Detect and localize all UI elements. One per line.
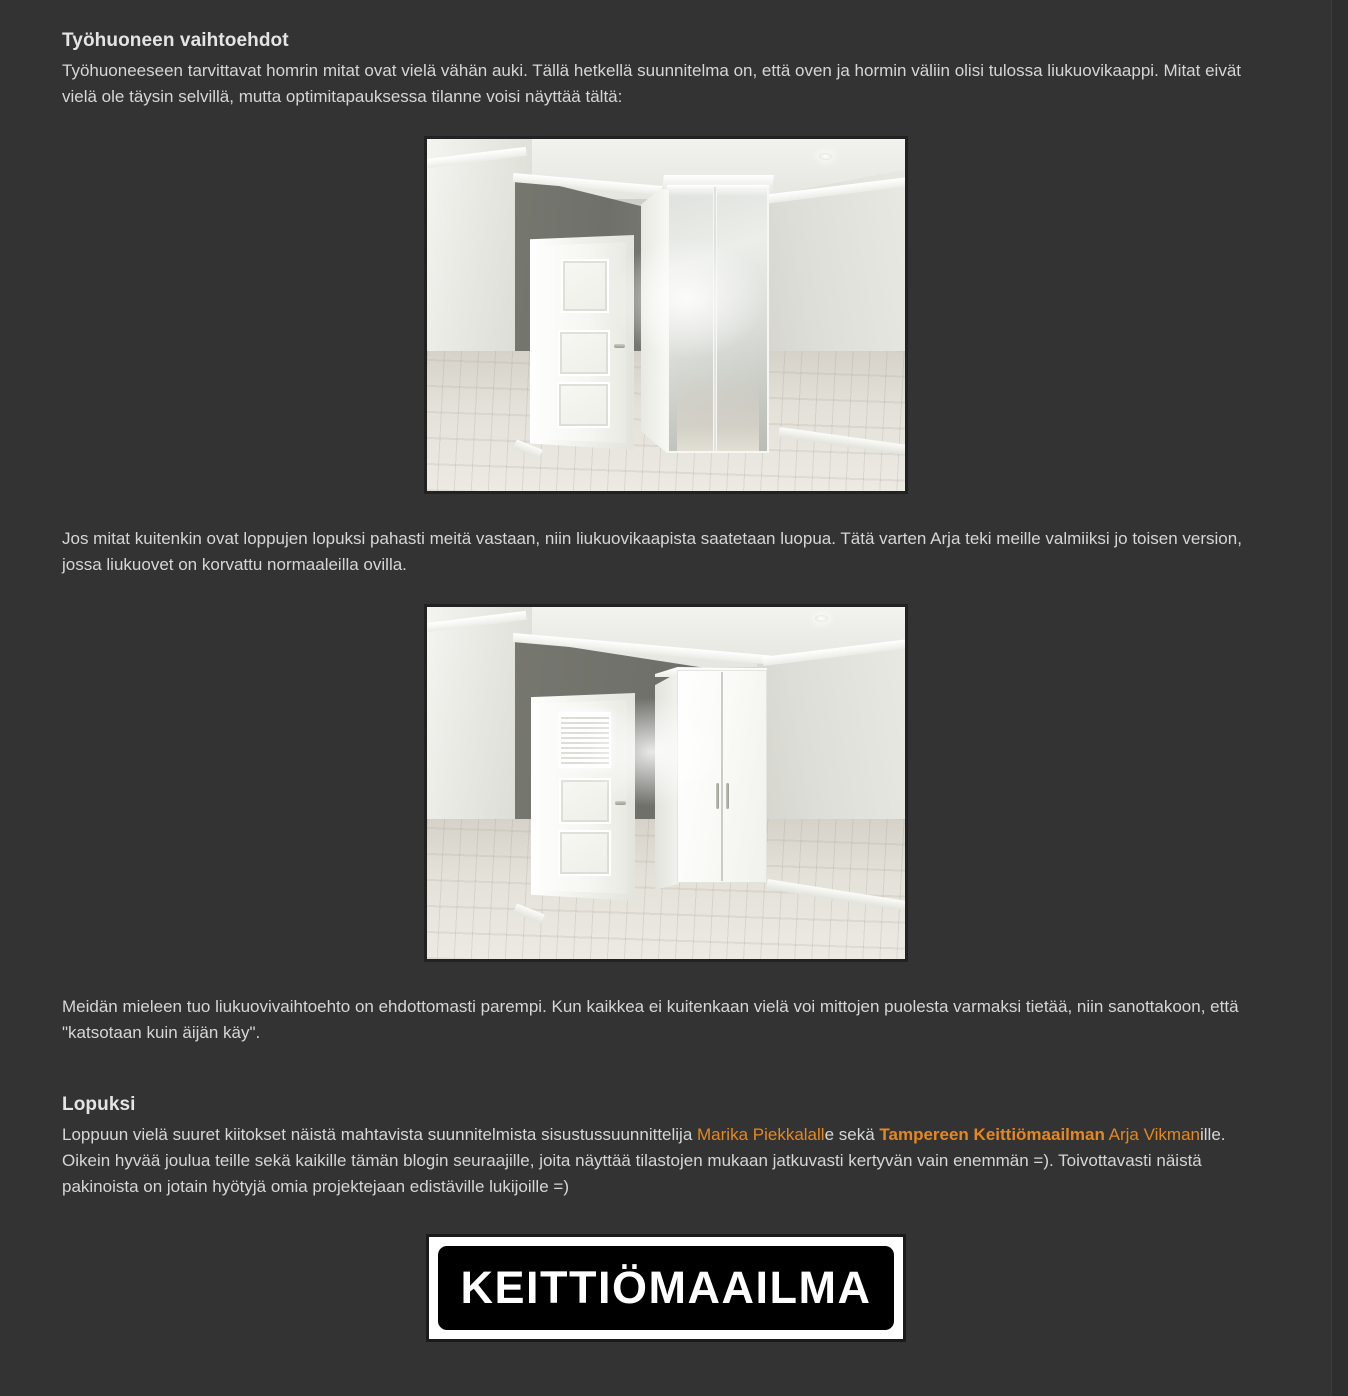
door-panel-middle [559,778,611,824]
logo-banner-wrap [62,1234,1270,1342]
link-tampereen-keittiomaailman[interactable]: Tampereen Keittiömaailman [879,1125,1105,1144]
logo-wordmark: KEITTIÖMAAILMA [460,1262,872,1313]
door-handle [615,801,626,805]
clipped-previous-line [62,0,1232,4]
wardrobe-handle-right [726,783,729,809]
paragraph-workroom-middle: Jos mitat kuitenkin ovat loppujen lopuksi pahasti meitä vastaan, niin liukuovikaapista saatetaan luopua. Tätä varten Arja teki meille valmiiksi jo toisen version, jossa liukuovet on korvattu normaaleilla ovilla. [62,529,1242,574]
door-panel-middle [558,330,610,376]
door-panel-bottom [557,382,610,428]
thanks-text-part4: ille. Oikein hyvää joulua teille sekä kaikille tämän blogin seuraajille, joita näyttää tilastojen mukaan jatkuvasti kertyvän vain enemmän =). Toivottavasti näistä pakinoista on jotain hyötyjä omia projektejaan edistäville lukijoille =) [62,1125,1226,1196]
paragraph-final-thanks [62,1122,1270,1200]
room-render-hinged-door-wardrobe[interactable] [427,607,905,959]
figure-hinged-door-render [62,604,1270,964]
image-frame[interactable] [424,136,908,494]
entrance-door [539,700,627,894]
wardrobe-side-panel [641,183,667,453]
ceiling-spotlight [819,153,832,160]
thanks-text-part1: Loppuun vielä suuret kiitokset näistä mahtavista suunnitelmista sisustussuunnittelija [62,1125,698,1144]
wardrobe-mirror-doors [667,185,769,453]
vertical-scrollbar-gutter[interactable] [1331,0,1348,1396]
wardrobe-handle-left [716,783,719,809]
door-glazed-panel [559,712,611,768]
wardrobe-door-divider [721,672,723,881]
wardrobe-side-panel [655,672,679,890]
door-panel-top [561,259,609,313]
sliding-door-wardrobe [663,175,773,453]
link-marika-piekkala[interactable]: Marika Piekkalall [697,1125,825,1144]
paragraph-workroom-intro: Työhuoneeseen tarvittavat homrin mitat ovat vielä vähän auki. Tällä hetkellä suunnitelma on, että oven ja hormin väliin olisi tulossa liukuovikaappi. Mitat eivät vielä ole täysin selvillä, mutta optimitapauksessa tilanne voisi näyttää tältä: [62,61,1241,106]
wardrobe-top-light-strip [667,185,769,190]
thanks-text-part2: e sekä [824,1125,880,1144]
section-heading-final: Lopuksi [62,1094,136,1115]
room-render-sliding-door-wardrobe[interactable] [427,139,905,491]
wardrobe-door-divider [713,187,717,451]
hinged-door-wardrobe [655,670,767,886]
figure-sliding-door-render [62,136,1270,496]
section-heading-workroom: Työhuoneen vaihtoehdot [62,30,289,51]
entrance-door [538,242,626,443]
logo-plate [438,1246,894,1330]
keittiomaailma-logo[interactable] [426,1234,906,1342]
door-handle [614,344,625,348]
link-arja-vikman[interactable]: Arja Vikman [1108,1125,1200,1144]
ceiling-spotlight [815,615,828,622]
paragraph-workroom-closing: Meidän mieleen tuo liukuovivaihtoehto on ehdottomasti parempi. Kun kaikkea ei kuitenkaan vielä voi mittojen puolesta varmaksi tietää, niin sanottakoon, että "katsotaan kuin äijän käy". [62,997,1239,1042]
door-panel-bottom [558,830,611,876]
image-frame[interactable] [424,604,908,962]
